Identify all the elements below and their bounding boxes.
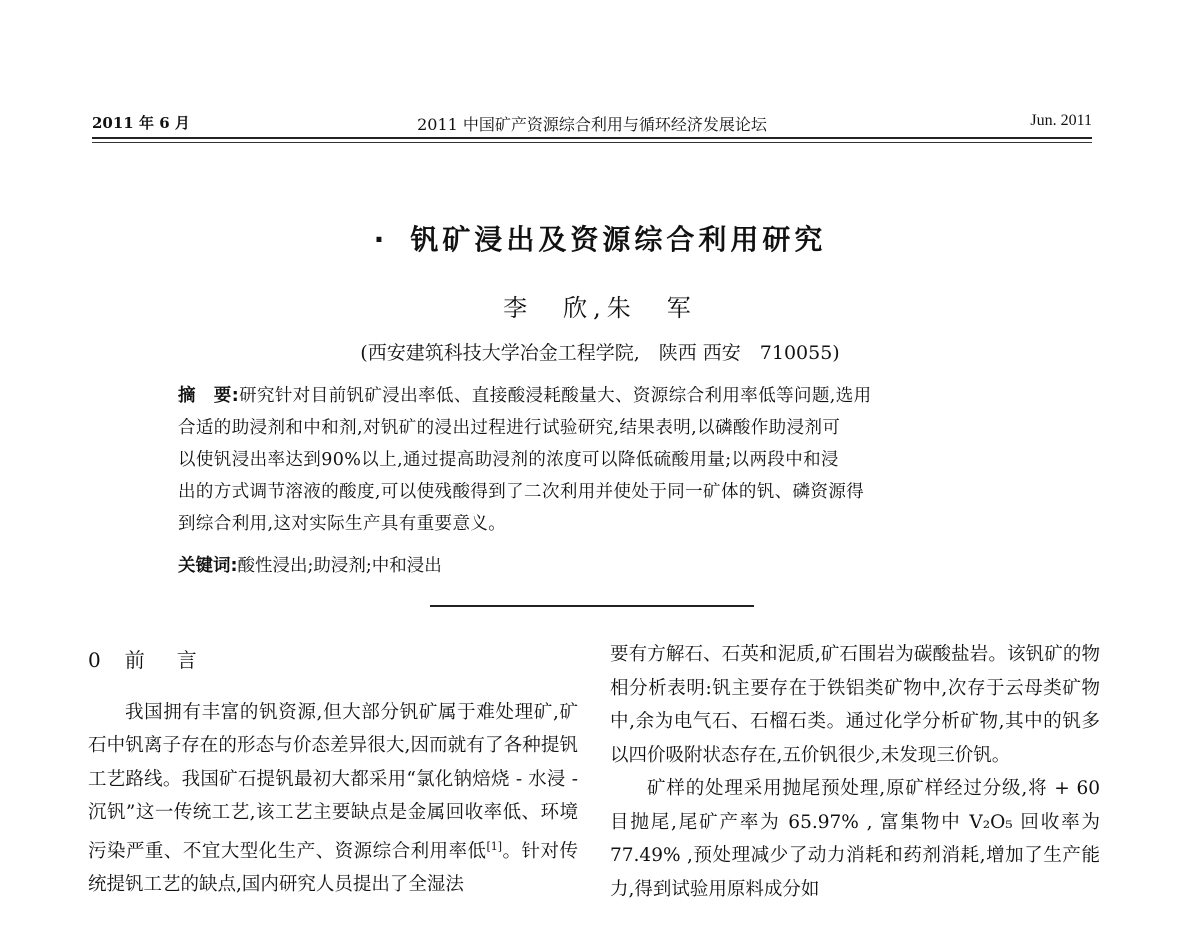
- abstract-line-5: 到综合利用,这对实际生产具有重要意义。: [178, 514, 507, 534]
- header-date-english: Jun. 2011: [1030, 112, 1092, 129]
- keywords: [178, 552, 1008, 577]
- header-rule-thick: [92, 137, 1092, 139]
- abstract-line-4: 出的方式调节溶液的酸度,可以使残酸得到了二次利用并使处于同一矿体的钒、磷资源得: [178, 482, 865, 502]
- abstract-divider: [430, 605, 754, 607]
- title-bullet: ·: [373, 223, 389, 256]
- section-heading-introduction: [88, 644, 578, 678]
- title-text: 钒矿浸出及资源综合利用研究: [410, 223, 827, 256]
- abstract-line-1: 摘 要:研究针对目前钒矿浸出率低、直接酸浸耗酸量大、资源综合利用率低等问题,选用: [178, 386, 872, 406]
- citation-1: [1]: [486, 839, 503, 853]
- abstract: [178, 380, 1008, 540]
- header-date: 2011 年 6 月: [92, 114, 190, 132]
- keywords-text: 酸性浸出;助浸剂;中和浸出: [237, 556, 442, 576]
- authors: 李 欣,朱 军: [503, 294, 697, 322]
- header-rule-thin: [92, 142, 1092, 143]
- mineral-paragraph: 要有方解石、石英和泥质,矿石围岩为碳酸盐岩。该钒矿的物相分析表明:钒主要存在于铁铝类矿物中,次存于云母类矿物中,余为电气石、石榴石类。通过化学分析矿物,其中的钒多以四价吸附状态存在,五价钒很少,未发现三价钒。: [610, 644, 1100, 766]
- section-title-char-1: 前: [124, 648, 147, 672]
- abstract-line-2: 合适的助浸剂和中和剂,对钒矿的浸出过程进行试验研究,结果表明,以磷酸作助浸剂可: [178, 418, 841, 438]
- header-journal-title: 2011 中国矿产资源综合利用与循环经济发展论坛: [417, 115, 767, 134]
- section-title-char-2: 言: [176, 648, 199, 672]
- running-header: [92, 112, 1092, 138]
- section-number: 0: [88, 648, 103, 672]
- left-column: [88, 638, 578, 902]
- abstract-line-3: 以使钒浸出率达到90%以上,通过提高助浸剂的浓度可以降低硫酸用量;以两段中和浸: [178, 450, 839, 470]
- intro-paragraph: 我国拥有丰富的钒资源,但大部分钒矿属于难处理矿,矿石中钒离子存在的形态与价态差异很大,因而就有了各种提钒工艺路线。我国矿石提钒最初大都采用“氯化钠焙烧 - 水浸 - 沉钒”这一传统工艺,该工艺主要缺点是金属回收率低、环境污染严重、不宜大型化生产、资源综合利用率低[1]。针对传统提钒工艺的缺点,国内研究人员提出了全湿法: [88, 701, 578, 896]
- affiliation: (西安建筑科技大学冶金工程学院, 陕西 西安 710055): [360, 342, 840, 364]
- paper-title: [0, 218, 1200, 258]
- right-column: [610, 638, 1100, 906]
- abstract-label: 摘 要:: [178, 386, 240, 406]
- keywords-label: 关键词:: [178, 556, 238, 576]
- pretreatment-paragraph: 矿样的处理采用抛尾预处理,原矿样经过分级,将 + 60 目抛尾,尾矿产率为 65.97% , 富集物中 V₂O₅ 回收率为 77.49% ,预处理减少了动力消耗和药剂消耗,增加了生产能力,得到试验用原料成分如: [610, 778, 1100, 900]
